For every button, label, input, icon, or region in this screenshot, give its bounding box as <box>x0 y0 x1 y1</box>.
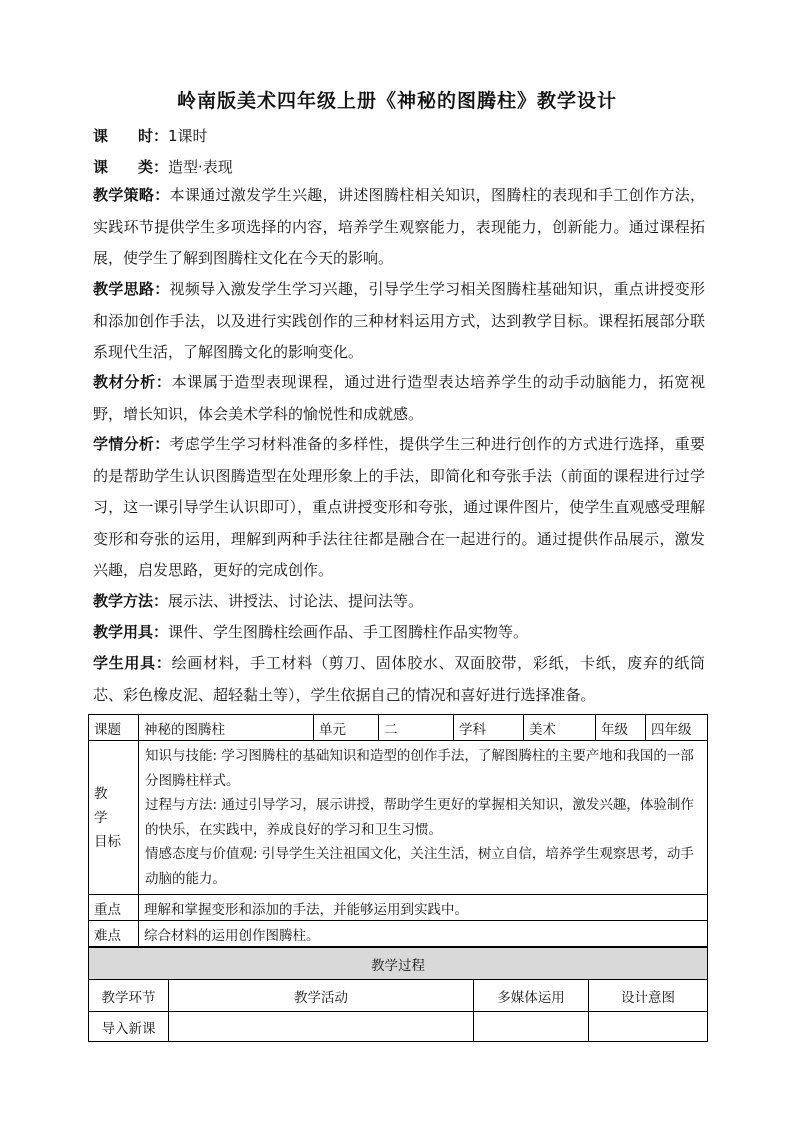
subject-value: 美术 <box>524 715 596 741</box>
unit-value: 二 <box>379 715 454 741</box>
table-row <box>89 895 708 921</box>
table-row <box>89 948 708 980</box>
objective-process: 过程与方法: 通过引导学习，展示讲授，帮助学生更好的掌握相关知识，激发兴趣，体验制作的快乐，在实践中，养成良好的学习和卫生习惯。 <box>145 797 694 838</box>
teacher-tools-paragraph <box>93 617 705 649</box>
topic-label: 课题 <box>89 715 139 741</box>
teaching-process-table <box>88 947 708 1042</box>
key-label: 重点 <box>89 895 139 921</box>
strategy-label: 教学策略： <box>93 186 170 204</box>
lesson-type <box>93 156 233 177</box>
key-value: 理解和掌握变形和添加的手法，并能够运用到实践中。 <box>139 895 708 921</box>
table-cell <box>169 1012 474 1042</box>
table-cell: 导入新课 <box>89 1012 169 1042</box>
objectives-content <box>139 741 708 895</box>
material-analysis-text: 本课属于造型表现课程，通过进行造型表达培养学生的动手动脑能力，拓宽视野，增长知识，体会美术学科的愉悦性和成就感。 <box>93 373 705 423</box>
material-analysis-paragraph <box>93 367 705 430</box>
column-header: 设计意图 <box>589 980 708 1012</box>
table-row <box>89 741 708 895</box>
thinking-paragraph <box>93 274 705 369</box>
lesson-type-value: 造型·表现 <box>168 158 233 176</box>
thinking-text: 视频导入激发学生学习兴趣，引导学生学习相关图腾柱基础知识，重点讲授变形和添加创作手法，以及进行实践创作的三种材料运用方式，达到教学目标。课程拓展部分联系现代生活，了解图腾文化的影响变化。 <box>93 280 705 361</box>
subject-label: 学科 <box>454 715 524 741</box>
objectives-label-line-1: 教 学 <box>94 785 121 826</box>
material-analysis-label: 教材分析： <box>93 373 172 391</box>
table-cell <box>474 1012 589 1042</box>
column-header: 教学环节 <box>89 980 169 1012</box>
lesson-info-table <box>88 714 708 947</box>
column-header: 教学活动 <box>169 980 474 1012</box>
lesson-time-label: 课 时： <box>93 127 169 145</box>
thinking-label: 教学思路： <box>93 280 170 298</box>
unit-label: 单元 <box>314 715 379 741</box>
table-row <box>89 1012 708 1042</box>
strategy-paragraph <box>93 180 705 275</box>
objectives-label <box>89 741 139 895</box>
objective-attitude: 情感态度与价值观: 引导学生关注祖国文化，关注生活，树立自信，培养学生观察思考，动手动脑的能力。 <box>145 846 694 887</box>
student-analysis-text: 考虑学生学习材料准备的多样性，提供学生三种进行创作的方式进行选择，重要的是帮助学生认识图腾造型在处理形象上的手法，即简化和夸张手法（前面的课程进行过学习，这一课引导学生认识即可），重点讲授变形和夸张，通过课件图片，使学生直观感受理解变形和夸张的运用，理解到两种手法往往都是融合在一起进行的。通过提供作品展示，激发兴趣，启发思路，更好的完成创作。 <box>93 435 705 579</box>
student-tools-label: 学生用具： <box>93 654 172 672</box>
methods-text: 展示法、讲授法、讨论法、提问法等。 <box>168 592 424 610</box>
table-row <box>89 715 708 741</box>
strategy-text: 本课通过激发学生兴趣，讲述图腾柱相关知识，图腾柱的表现和手工创作方法，实践环节提供学生多项选择的内容，培养学生观察能力，表现能力，创新能力。通过课程拓展，使学生了解到图腾柱文化在今天的影响。 <box>93 186 705 267</box>
topic-value: 神秘的图腾柱 <box>139 715 314 741</box>
lesson-type-label: 课 类： <box>93 158 169 176</box>
teacher-tools-text: 课件、学生图腾柱绘画作品、手工图腾柱作品实物等。 <box>168 623 529 641</box>
objective-knowledge: 知识与技能: 学习图腾柱的基础知识和造型的创作手法，了解图腾柱的主要产地和我国的一部分图腾柱样式。 <box>145 748 694 789</box>
lesson-time <box>93 125 208 146</box>
grade-label: 年级 <box>596 715 646 741</box>
process-header: 教学过程 <box>89 948 708 980</box>
lesson-time-value: 1课时 <box>168 127 208 145</box>
methods-label: 教学方法： <box>93 592 169 610</box>
methods-paragraph <box>93 586 705 618</box>
document-title: 岭南版美术四年级上册《神秘的图腾柱》教学设计 <box>176 90 617 112</box>
difficulty-value: 综合材料的运用创作图腾柱。 <box>139 921 708 947</box>
column-header: 多媒体运用 <box>474 980 589 1012</box>
table-cell <box>589 1012 708 1042</box>
grade-value: 四年级 <box>646 715 708 741</box>
table-row <box>89 921 708 947</box>
difficulty-label: 难点 <box>89 921 139 947</box>
student-tools-paragraph <box>93 648 705 711</box>
teacher-tools-label: 教学用具： <box>93 623 169 641</box>
table-row <box>89 980 708 1012</box>
student-tools-text: 绘画材料，手工材料（剪刀、固体胶水、双面胶带，彩纸，卡纸，废弃的纸筒芯、彩色橡皮泥、超轻黏土等），学生依据自己的情况和喜好进行选择准备。 <box>93 654 705 704</box>
student-analysis-label: 学情分析： <box>93 435 170 453</box>
student-analysis-paragraph <box>93 429 705 587</box>
objectives-label-line-2: 目标 <box>94 833 121 850</box>
